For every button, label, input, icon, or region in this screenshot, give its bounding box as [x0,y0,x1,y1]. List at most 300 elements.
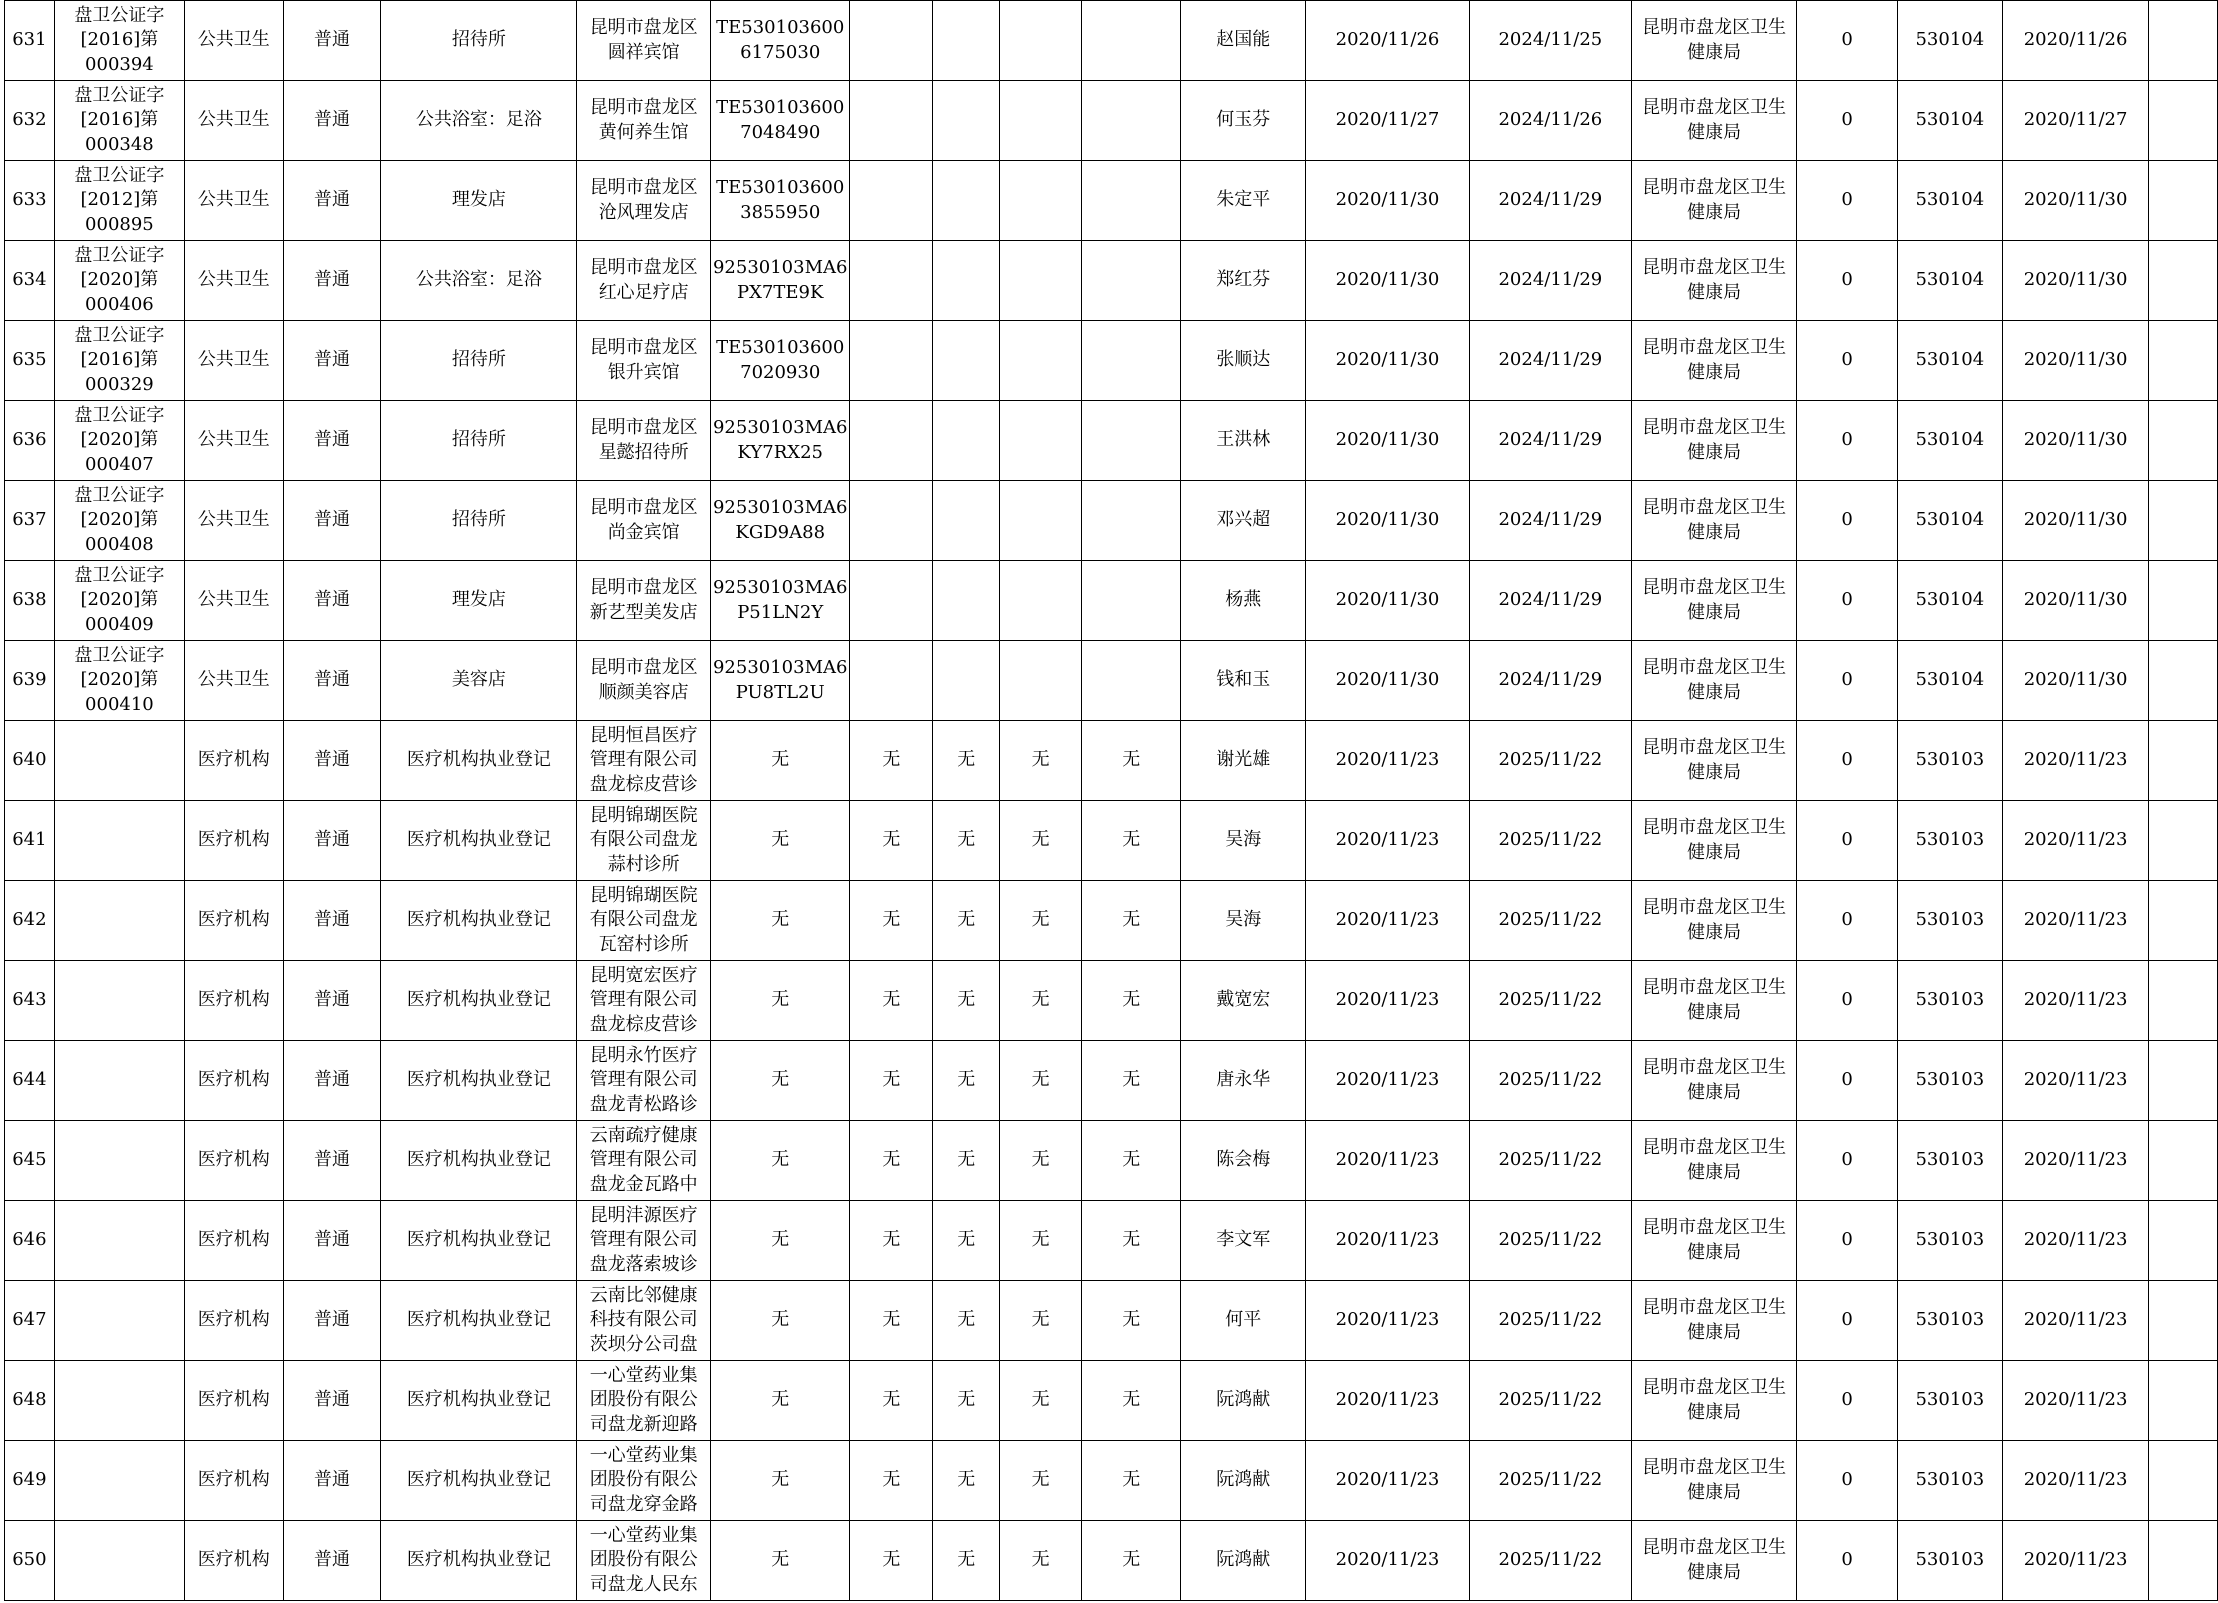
credit-code-cell [710,321,850,401]
status-cell: 0 [1797,1521,1897,1601]
business-name-line: 昆明市盘龙区 [589,336,698,358]
license-type-cell: 医疗机构执业登记 [381,1361,577,1441]
valid-from-cell: 2020/11/27 [1306,81,1470,161]
business-name-cell [577,1,711,81]
row-number-cell: 649 [5,1441,55,1521]
issuing-authority-cell [1631,1041,1797,1121]
license-type-cell: 招待所 [381,321,577,401]
business-name-line: 有限公司盘龙 [589,829,698,851]
field-3-cell: 无 [1000,1041,1082,1121]
region-code-cell: 530103 [1897,1361,2002,1441]
field-3-cell [1000,161,1082,241]
status-cell: 0 [1797,561,1897,641]
extra-cell [2149,481,2218,561]
field-4-cell: 无 [1082,1121,1181,1201]
table-row [5,321,2218,401]
business-name-line: 团股份有限公 [589,1389,698,1411]
field-1-cell: 无 [850,1281,933,1361]
field-2-cell: 无 [933,1521,1000,1601]
status-cell: 0 [1797,81,1897,161]
issuing-authority-line: 健康局 [1687,121,1742,143]
certificate-number-line: [2020]第 [80,269,159,291]
credit-code-line: PX7TE9K [737,281,824,303]
extra-cell [2149,881,2218,961]
certificate-number-cell [54,641,184,721]
row-number-cell: 632 [5,81,55,161]
business-name-line: 昆明锦瑚医院 [589,804,698,826]
table-row [5,881,2218,961]
issuing-authority-cell [1631,481,1797,561]
field-4-cell [1082,641,1181,721]
extra-cell [2149,561,2218,641]
field-3-cell: 无 [1000,1281,1082,1361]
category-cell: 医疗机构 [185,721,284,801]
business-name-line: 昆明市盘龙区 [589,256,698,278]
region-code-cell: 530103 [1897,801,2002,881]
business-name-cell [577,161,711,241]
row-number-cell: 640 [5,721,55,801]
issuing-authority-line: 昆明市盘龙区卫生 [1642,736,1787,758]
valid-to-cell: 2025/11/22 [1469,961,1631,1041]
field-2-cell: 无 [933,961,1000,1041]
license-type-cell: 公共浴室：足浴 [381,81,577,161]
license-type-cell: 医疗机构执业登记 [381,961,577,1041]
field-2-cell: 无 [933,881,1000,961]
issuing-authority-cell [1631,401,1797,481]
certificate-number-cell [54,961,184,1041]
credit-code-line: 无 [771,749,790,771]
category-cell: 公共卫生 [185,481,284,561]
certificate-number-cell [54,81,184,161]
region-code-cell: 530103 [1897,1281,2002,1361]
row-number-cell: 648 [5,1361,55,1441]
issuing-authority-line: 健康局 [1687,1561,1742,1583]
field-3-cell [1000,321,1082,401]
category-cell: 医疗机构 [185,1041,284,1121]
business-name-line: 茨坝分公司盘 [589,1333,698,1355]
license-type-cell: 医疗机构执业登记 [381,1281,577,1361]
legal-person-cell: 赵国能 [1181,1,1306,81]
field-2-cell [933,561,1000,641]
category-cell: 公共卫生 [185,161,284,241]
issuing-authority-cell [1631,1521,1797,1601]
field-1-cell [850,161,933,241]
legal-person-cell: 邓兴超 [1181,481,1306,561]
valid-to-cell: 2024/11/25 [1469,1,1631,81]
extra-cell [2149,1521,2218,1601]
valid-to-cell: 2024/11/29 [1469,401,1631,481]
business-name-cell [577,1121,711,1201]
business-name-line: 圆祥宾馆 [607,41,680,63]
valid-to-cell: 2025/11/22 [1469,1441,1631,1521]
field-1-cell: 无 [850,1441,933,1521]
row-number-cell: 636 [5,401,55,481]
level-cell: 普通 [283,161,381,241]
certificate-number-cell [54,321,184,401]
credit-code-line: KY7RX25 [737,441,823,463]
issuing-authority-cell [1631,881,1797,961]
level-cell: 普通 [283,801,381,881]
field-3-cell [1000,481,1082,561]
license-type-cell: 医疗机构执业登记 [381,721,577,801]
level-cell: 普通 [283,1201,381,1281]
issuing-authority-line: 健康局 [1687,1001,1742,1023]
business-name-line: 一心堂药业集 [589,1524,698,1546]
valid-to-cell: 2024/11/29 [1469,321,1631,401]
certificate-number-cell [54,1281,184,1361]
business-name-line: 管理有限公司 [589,1069,698,1091]
field-4-cell [1082,241,1181,321]
business-name-line: 盘龙棕皮营诊 [589,1013,698,1035]
legal-person-cell: 郑红芬 [1181,241,1306,321]
issuing-authority-line: 健康局 [1687,281,1742,303]
issuing-authority-line: 健康局 [1687,361,1742,383]
extra-cell [2149,1201,2218,1281]
business-name-line: 顺颜美容店 [598,681,689,703]
issuing-authority-line: 健康局 [1687,761,1742,783]
certificate-number-line: [2016]第 [80,109,159,131]
business-name-line: 团股份有限公 [589,1469,698,1491]
credit-code-cell [710,961,850,1041]
extra-cell [2149,1041,2218,1121]
credit-code-line: 无 [771,1549,790,1571]
region-code-cell: 530104 [1897,321,2002,401]
issuing-authority-line: 昆明市盘龙区卫生 [1642,656,1787,678]
valid-to-cell: 2025/11/22 [1469,1281,1631,1361]
update-date-cell: 2020/11/23 [2003,1521,2149,1601]
credit-code-cell [710,1281,850,1361]
field-2-cell: 无 [933,721,1000,801]
legal-person-cell: 吴海 [1181,881,1306,961]
field-3-cell [1000,1,1082,81]
business-name-line: 蒜村诊所 [607,853,680,875]
category-cell: 医疗机构 [185,1441,284,1521]
valid-from-cell: 2020/11/23 [1306,961,1470,1041]
field-3-cell: 无 [1000,881,1082,961]
business-name-cell [577,321,711,401]
certificate-number-line: 000409 [85,613,154,635]
certificate-number-line: [2020]第 [80,509,159,531]
credit-code-line: TE530103600 [716,16,845,38]
field-4-cell [1082,401,1181,481]
legal-person-cell: 何平 [1181,1281,1306,1361]
field-1-cell [850,1,933,81]
certificate-number-cell [54,1121,184,1201]
category-cell: 医疗机构 [185,1521,284,1601]
row-number-cell: 642 [5,881,55,961]
credit-code-line: 92530103MA6 [712,416,848,438]
license-type-cell: 医疗机构执业登记 [381,801,577,881]
row-number-cell: 638 [5,561,55,641]
field-2-cell [933,161,1000,241]
business-name-line: 司盘龙新迎路 [589,1413,698,1435]
field-2-cell [933,241,1000,321]
field-4-cell [1082,561,1181,641]
credit-code-line: 无 [771,1389,790,1411]
credit-code-cell [710,801,850,881]
update-date-cell: 2020/11/23 [2003,1121,2149,1201]
region-code-cell: 530104 [1897,161,2002,241]
category-cell: 医疗机构 [185,1201,284,1281]
extra-cell [2149,81,2218,161]
field-2-cell: 无 [933,1281,1000,1361]
issuing-authority-cell [1631,1281,1797,1361]
valid-to-cell: 2025/11/22 [1469,1041,1631,1121]
issuing-authority-line: 健康局 [1687,1401,1742,1423]
level-cell: 普通 [283,321,381,401]
row-number-cell: 641 [5,801,55,881]
business-name-line: 云南比邻健康 [589,1284,698,1306]
business-name-line: 有限公司盘龙 [589,909,698,931]
certificate-number-line: 000410 [85,693,154,715]
table-row [5,1201,2218,1281]
region-code-cell: 530103 [1897,1441,2002,1521]
update-date-cell: 2020/11/30 [2003,561,2149,641]
license-type-cell: 招待所 [381,1,577,81]
credit-code-line: 无 [771,829,790,851]
level-cell: 普通 [283,481,381,561]
field-4-cell: 无 [1082,801,1181,881]
business-name-line: 昆明市盘龙区 [589,656,698,678]
credit-code-line: 92530103MA6 [712,496,848,518]
certificate-number-cell [54,721,184,801]
license-type-cell: 医疗机构执业登记 [381,1041,577,1121]
field-3-cell [1000,401,1082,481]
business-name-line: 管理有限公司 [589,749,698,771]
business-name-line: 昆明恒昌医疗 [589,724,698,746]
field-1-cell: 无 [850,721,933,801]
issuing-authority-cell [1631,1441,1797,1521]
field-2-cell [933,1,1000,81]
credit-code-cell [710,1041,850,1121]
credit-code-cell [710,721,850,801]
legal-person-cell: 唐永华 [1181,1041,1306,1121]
field-4-cell: 无 [1082,721,1181,801]
status-cell: 0 [1797,721,1897,801]
issuing-authority-line: 健康局 [1687,1481,1742,1503]
level-cell: 普通 [283,401,381,481]
extra-cell [2149,1441,2218,1521]
business-name-line: 盘龙金瓦路中 [589,1173,698,1195]
issuing-authority-line: 健康局 [1687,201,1742,223]
table-row [5,241,2218,321]
valid-from-cell: 2020/11/23 [1306,881,1470,961]
field-4-cell [1082,321,1181,401]
credit-code-cell [710,1441,850,1521]
certificate-number-line: 000348 [85,133,154,155]
category-cell: 医疗机构 [185,881,284,961]
field-1-cell: 无 [850,801,933,881]
level-cell: 普通 [283,1361,381,1441]
issuing-authority-line: 昆明市盘龙区卫生 [1642,176,1787,198]
level-cell: 普通 [283,1441,381,1521]
issuing-authority-line: 昆明市盘龙区卫生 [1642,1376,1787,1398]
field-1-cell: 无 [850,1361,933,1441]
business-name-cell [577,881,711,961]
legal-person-cell: 谢光雄 [1181,721,1306,801]
license-type-cell: 理发店 [381,161,577,241]
status-cell: 0 [1797,1201,1897,1281]
certificate-number-line: [2012]第 [80,189,159,211]
field-3-cell [1000,241,1082,321]
certificate-number-line: [2020]第 [80,429,159,451]
certificate-number-cell [54,161,184,241]
update-date-cell: 2020/11/30 [2003,641,2149,721]
license-type-cell: 招待所 [381,401,577,481]
certificate-number-line: 盘卫公证字 [74,164,165,186]
field-2-cell [933,321,1000,401]
region-code-cell: 530103 [1897,961,2002,1041]
certificate-number-cell [54,1441,184,1521]
status-cell: 0 [1797,1,1897,81]
update-date-cell: 2020/11/30 [2003,241,2149,321]
field-2-cell: 无 [933,1441,1000,1521]
certificate-number-line: 000329 [85,373,154,395]
table-row [5,801,2218,881]
credit-code-cell [710,881,850,961]
row-number-cell: 645 [5,1121,55,1201]
credit-code-cell [710,481,850,561]
update-date-cell: 2020/11/23 [2003,1361,2149,1441]
update-date-cell: 2020/11/23 [2003,721,2149,801]
table-row [5,401,2218,481]
field-2-cell: 无 [933,1121,1000,1201]
row-number-cell: 644 [5,1041,55,1121]
license-type-cell: 医疗机构执业登记 [381,1201,577,1281]
field-3-cell: 无 [1000,1361,1082,1441]
table-row [5,81,2218,161]
update-date-cell: 2020/11/23 [2003,1441,2149,1521]
valid-to-cell: 2025/11/22 [1469,1201,1631,1281]
license-type-cell: 公共浴室：足浴 [381,241,577,321]
valid-to-cell: 2025/11/22 [1469,1361,1631,1441]
update-date-cell: 2020/11/30 [2003,161,2149,241]
row-number-cell: 631 [5,1,55,81]
region-code-cell: 530104 [1897,81,2002,161]
row-number-cell: 647 [5,1281,55,1361]
field-1-cell [850,641,933,721]
issuing-authority-line: 昆明市盘龙区卫生 [1642,896,1787,918]
region-code-cell: 530103 [1897,881,2002,961]
field-1-cell [850,561,933,641]
field-4-cell: 无 [1082,1281,1181,1361]
certificate-number-line: 盘卫公证字 [74,484,165,506]
valid-from-cell: 2020/11/23 [1306,1361,1470,1441]
status-cell: 0 [1797,1281,1897,1361]
region-code-cell: 530104 [1897,481,2002,561]
update-date-cell: 2020/11/23 [2003,1201,2149,1281]
status-cell: 0 [1797,641,1897,721]
business-name-line: 昆明市盘龙区 [589,16,698,38]
extra-cell [2149,1,2218,81]
credit-code-line: 6175030 [740,41,821,63]
status-cell: 0 [1797,1121,1897,1201]
issuing-authority-line: 昆明市盘龙区卫生 [1642,1056,1787,1078]
license-type-cell: 理发店 [381,561,577,641]
field-2-cell: 无 [933,1041,1000,1121]
valid-to-cell: 2024/11/29 [1469,241,1631,321]
valid-from-cell: 2020/11/23 [1306,721,1470,801]
legal-person-cell: 钱和玉 [1181,641,1306,721]
certificate-number-line: [2016]第 [80,349,159,371]
field-1-cell [850,401,933,481]
extra-cell [2149,721,2218,801]
category-cell: 医疗机构 [185,961,284,1041]
certificate-number-cell [54,1521,184,1601]
license-type-cell: 医疗机构执业登记 [381,1521,577,1601]
credit-code-cell [710,1361,850,1441]
credit-code-cell [710,641,850,721]
certificate-number-line: 000895 [85,213,154,235]
region-code-cell: 530104 [1897,401,2002,481]
level-cell: 普通 [283,1521,381,1601]
field-3-cell [1000,81,1082,161]
field-1-cell [850,321,933,401]
field-4-cell: 无 [1082,1441,1181,1521]
category-cell: 公共卫生 [185,241,284,321]
business-name-line: 团股份有限公 [589,1549,698,1571]
credit-code-line: TE530103600 [716,176,845,198]
status-cell: 0 [1797,1361,1897,1441]
extra-cell [2149,241,2218,321]
issuing-authority-line: 健康局 [1687,1321,1742,1343]
business-name-cell [577,801,711,881]
level-cell: 普通 [283,241,381,321]
update-date-cell: 2020/11/23 [2003,881,2149,961]
issuing-authority-cell [1631,1201,1797,1281]
business-name-line: 昆明永竹医疗 [589,1044,698,1066]
field-3-cell: 无 [1000,1121,1082,1201]
certificate-number-line: [2020]第 [80,669,159,691]
region-code-cell: 530103 [1897,1041,2002,1121]
table-row [5,1521,2218,1601]
credit-code-line: 92530103MA6 [712,656,848,678]
credit-code-cell [710,561,850,641]
issuing-authority-cell [1631,1121,1797,1201]
issuing-authority-cell [1631,321,1797,401]
credit-code-line: 无 [771,1309,790,1331]
valid-to-cell: 2024/11/29 [1469,161,1631,241]
category-cell: 公共卫生 [185,401,284,481]
issuing-authority-line: 昆明市盘龙区卫生 [1642,416,1787,438]
certificate-number-line: 盘卫公证字 [74,404,165,426]
business-name-line: 盘龙落索坡诊 [589,1253,698,1275]
certificate-number-line: 盘卫公证字 [74,564,165,586]
field-3-cell [1000,561,1082,641]
credit-code-line: TE530103600 [716,336,845,358]
legal-person-cell: 阮鸿献 [1181,1521,1306,1601]
field-2-cell: 无 [933,1361,1000,1441]
legal-person-cell: 张顺达 [1181,321,1306,401]
field-1-cell: 无 [850,1041,933,1121]
legal-person-cell: 吴海 [1181,801,1306,881]
business-name-cell [577,81,711,161]
issuing-authority-line: 健康局 [1687,1161,1742,1183]
business-name-line: 尚金宾馆 [607,521,680,543]
certificate-number-cell [54,1361,184,1441]
business-name-line: 昆明沣源医疗 [589,1204,698,1226]
update-date-cell: 2020/11/30 [2003,481,2149,561]
credit-code-line: TE530103600 [716,96,845,118]
valid-to-cell: 2025/11/22 [1469,1521,1631,1601]
issuing-authority-line: 健康局 [1687,921,1742,943]
legal-person-cell: 何玉芬 [1181,81,1306,161]
row-number-cell: 637 [5,481,55,561]
legal-person-cell: 戴宽宏 [1181,961,1306,1041]
update-date-cell: 2020/11/23 [2003,1281,2149,1361]
field-4-cell: 无 [1082,961,1181,1041]
certificate-number-cell [54,401,184,481]
